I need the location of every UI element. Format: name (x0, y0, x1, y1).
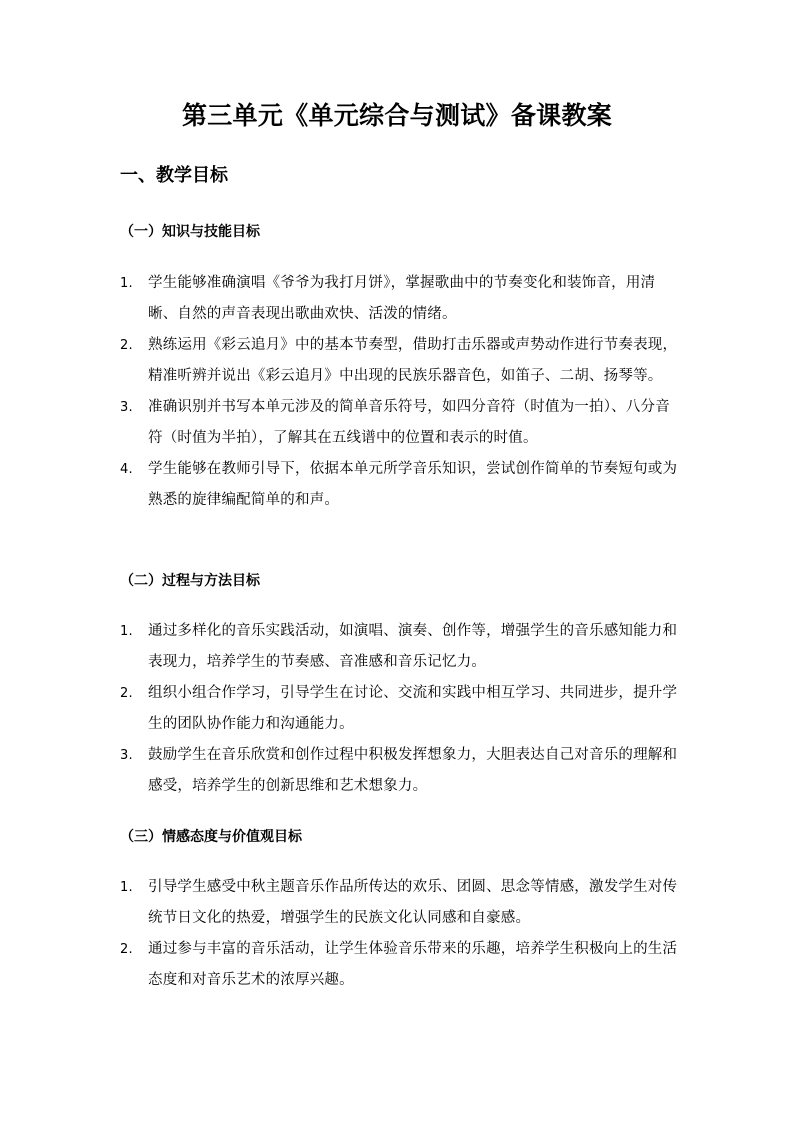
list-item (120, 740, 680, 802)
subsection-heading-knowledge-skills: （一）知识与技能目标 (120, 224, 260, 240)
list-item-number: 2. (120, 338, 133, 353)
emotions-values-list (120, 872, 680, 996)
list-item-number: 1. (120, 276, 133, 291)
list-item (120, 454, 680, 516)
list-item-text: 引导学生感受中秋主题音乐作品所传达的欢乐、团圆、思念等情感，激发学生对传统节日文化的热爱，增强学生的民族文化认同感和自豪感。 (148, 879, 678, 926)
list-item-number: 3. (120, 748, 133, 763)
list-item-text: 学生能够在教师引导下，依据本单元所学音乐知识，尝试创作简单的节奏短句或为熟悉的旋律编配简单的和声。 (148, 461, 678, 508)
list-item-number: 4. (120, 462, 133, 477)
list-item-number: 1. (120, 880, 133, 895)
list-item-text: 通过多样化的音乐实践活动，如演唱、演奏、创作等，增强学生的音乐感知能力和表现力，培养学生的节奏感、音准感和音乐记忆力。 (148, 623, 678, 670)
list-item-number: 1. (120, 624, 133, 639)
subsection-heading-emotions-values: （三）情感态度与价值观目标 (120, 829, 302, 845)
list-item-text: 组织小组合作学习，引导学生在讨论、交流和实践中相互学习、共同进步，提升学生的团队协作能力和沟通能力。 (148, 685, 678, 732)
list-item-text: 鼓励学生在音乐欣赏和创作过程中积极发挥想象力，大胆表达自己对音乐的理解和感受，培养学生的创新思维和艺术想象力。 (148, 747, 678, 794)
document-title: 第三单元《单元综合与测试》备课教案 (181, 101, 613, 130)
list-item-number: 2. (120, 942, 133, 957)
list-item-text: 准确识别并书写本单元涉及的简单音乐符号，如四分音符（时值为一拍）、八分音符（时值为半拍），了解其在五线谱中的位置和表示的时值。 (148, 399, 670, 446)
list-item-number: 3. (120, 400, 133, 415)
list-item (120, 872, 680, 934)
knowledge-skills-list (120, 268, 680, 516)
list-item (120, 678, 680, 740)
list-item (120, 268, 680, 330)
list-item-text: 熟练运用《彩云追月》中的基本节奏型，借助打击乐器或声势动作进行节奏表现，精准听辨并说出《彩云追月》中出现的民族乐器音色，如笛子、二胡、扬琴等。 (148, 337, 678, 384)
list-item (120, 330, 680, 392)
list-item-text: 通过参与丰富的音乐活动，让学生体验音乐带来的乐趣，培养学生积极向上的生活态度和对音乐艺术的浓厚兴趣。 (148, 941, 678, 988)
process-methods-list (120, 616, 680, 802)
section-heading-teaching-goals: 一、教学目标 (120, 165, 228, 186)
list-item-text: 学生能够准确演唱《爷爷为我打月饼》，掌握歌曲中的节奏变化和装饰音，用清晰、自然的声音表现出歌曲欢快、活泼的情绪。 (148, 275, 656, 322)
subsection-heading-process-methods: （二）过程与方法目标 (120, 573, 260, 589)
list-item-number: 2. (120, 686, 133, 701)
list-item (120, 616, 680, 678)
list-item (120, 392, 680, 454)
list-item (120, 934, 680, 996)
